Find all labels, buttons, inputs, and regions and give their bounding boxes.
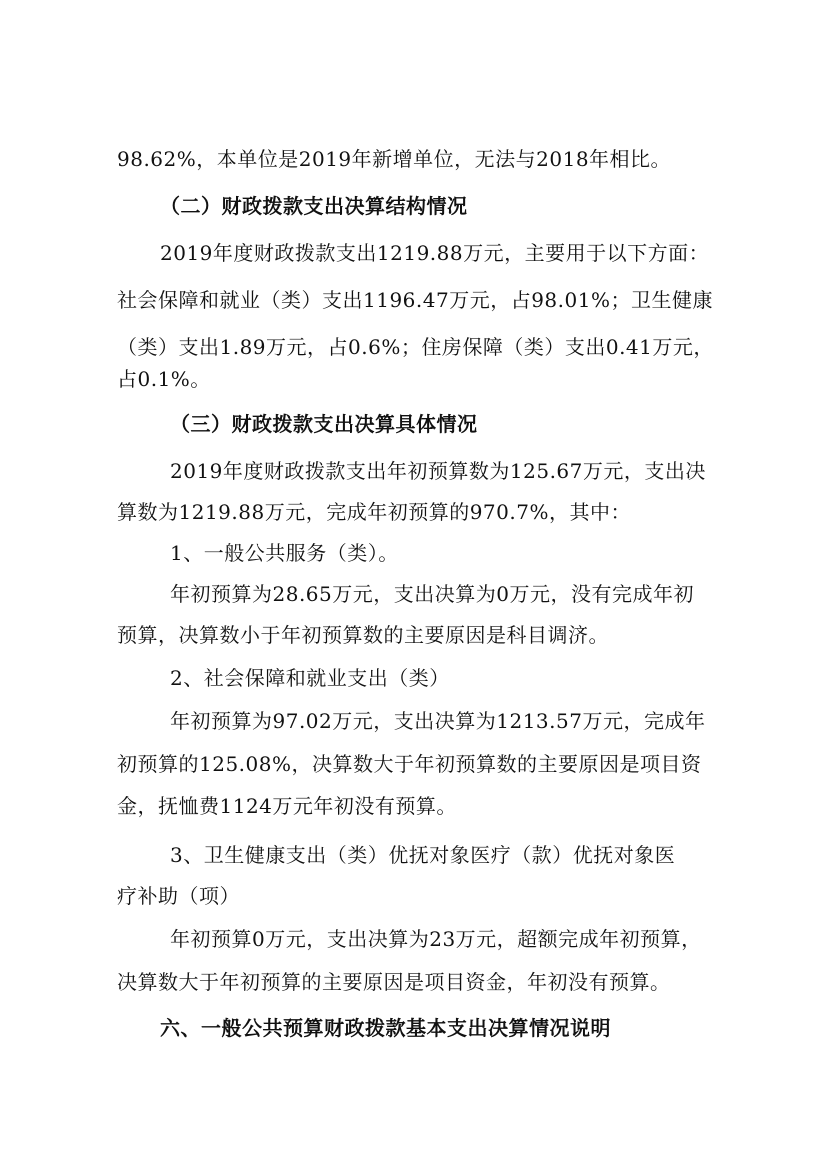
text-line: 预算，决算数小于年初预算数的主要原因是科目调济。 [117, 623, 609, 647]
text-line: 算数为1219.88万元，完成年初预算的970.7%，其中： [117, 500, 631, 524]
text-line: 占0.1%。 [117, 367, 211, 391]
text-line: 金，抚恤费1124万元年初没有预算。 [117, 794, 457, 818]
text-line: 决算数大于年初预算的主要原因是项目资金，年初没有预算。 [117, 970, 671, 994]
section-heading: 六、一般公共预算财政拨款基本支出决算情况说明 [160, 1016, 611, 1040]
text-line: 年初预算0万元，支出决算为23万元，超额完成年初预算， [170, 927, 702, 951]
text-line: 年初预算为28.65万元，支出决算为0万元，没有完成年初 [170, 582, 694, 606]
section-heading: （三）财政拨款支出决算具体情况 [170, 412, 478, 436]
text-line: 年初预算为97.02万元，支出决算为1213.57万元，完成年 [170, 709, 706, 733]
text-line: 初预算的125.08%，决算数大于年初预算数的主要原因是项目资 [117, 752, 702, 776]
text-line: 社会保障和就业（类）支出1196.47万元，占98.01%；卫生健康 [117, 288, 713, 312]
text-line: （类）支出1.89万元，占0.6%；住房保障（类）支出0.41万元， [117, 335, 714, 359]
text-line: 2、社会保障和就业支出（类） [170, 666, 450, 690]
text-line: 3、卫生健康支出（类）优抚对象医疗（款）优抚对象医 [170, 843, 676, 867]
text-line: 2019年度财政拨款支出年初预算数为125.67万元，支出决 [170, 459, 706, 483]
text-line: 2019年度财政拨款支出1219.88万元，主要用于以下方面： [160, 241, 710, 265]
text-line: 疗补助（项） [117, 884, 240, 908]
section-heading: （二）财政拨款支出决算结构情况 [160, 194, 468, 218]
text-line: 1、一般公共服务（类）。 [170, 541, 399, 565]
text-line: 98.62%，本单位是2019年新增单位，无法与2018年相比。 [117, 147, 672, 171]
